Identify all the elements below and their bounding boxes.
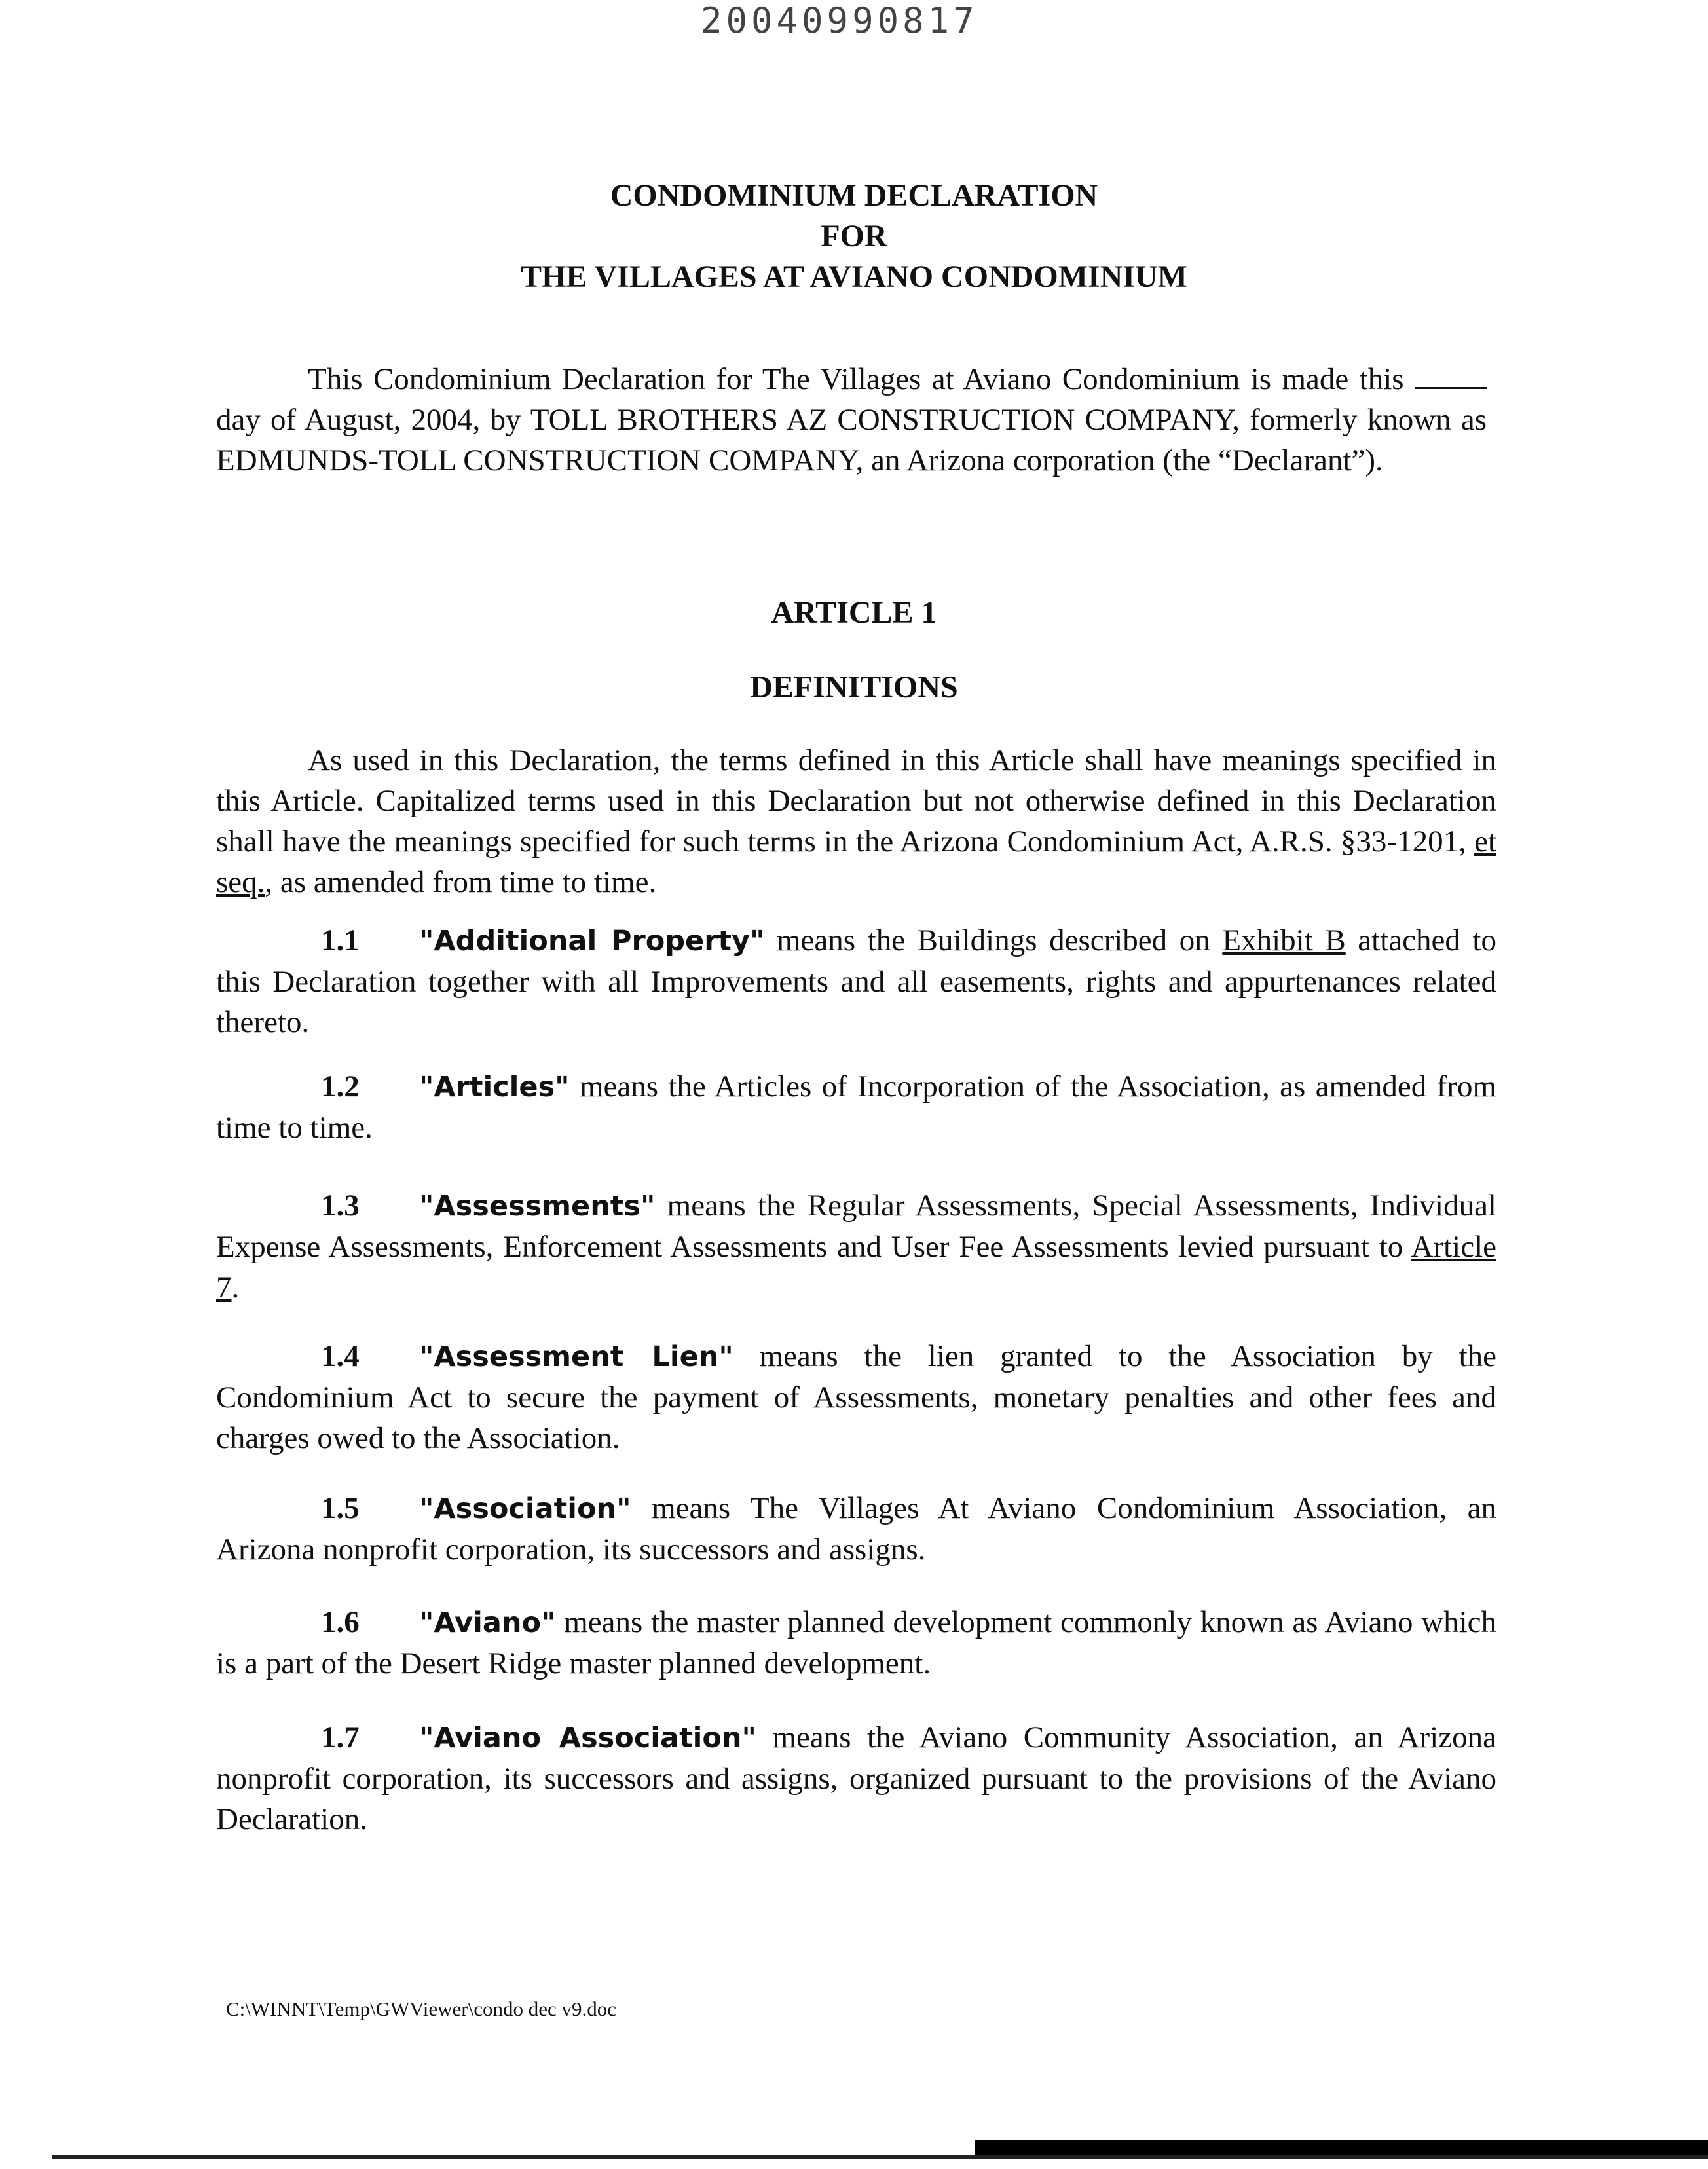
definition-1-3 bbox=[216, 1185, 1496, 1308]
definition-term: "Articles" bbox=[419, 1071, 570, 1103]
definition-number: 1.3 bbox=[321, 1189, 360, 1223]
document-title bbox=[0, 176, 1708, 297]
title-line-1: CONDOMINIUM DECLARATION bbox=[610, 178, 1098, 213]
definition-text-tail: attached to this Declaration together with all Improvements and all easements, rights and appurtenances related thereto. bbox=[216, 923, 1496, 1039]
definition-term: "Aviano" bbox=[419, 1606, 556, 1639]
scan-dark-bar bbox=[975, 2140, 1708, 2155]
definition-term: "Assessment Lien" bbox=[419, 1341, 733, 1373]
definition-1-2 bbox=[216, 1066, 1496, 1148]
definition-1-7 bbox=[216, 1717, 1496, 1840]
definition-text: means the lien granted to the Association by the Condominium Act to secure the payment of Assessments, monetary penalties and other fees and charges owed to the Association. bbox=[216, 1339, 1496, 1455]
intro-text-start: This Condominium Declaration for The Villages at Aviano Condominium is made this bbox=[308, 362, 1404, 396]
scan-thin-line bbox=[52, 2155, 1708, 2159]
definition-text: means the master planned development commonly known as Aviano which is a part of the Desert Ridge master planned development. bbox=[216, 1605, 1496, 1680]
definition-1-1 bbox=[216, 920, 1496, 1043]
definition-number: 1.4 bbox=[321, 1339, 360, 1373]
definition-number: 1.7 bbox=[321, 1720, 360, 1754]
definition-term: "Assessments" bbox=[419, 1190, 656, 1223]
definition-text: means the Articles of Incorporation of the Association, as amended from time to time. bbox=[216, 1069, 1496, 1145]
definition-term: "Association" bbox=[419, 1492, 631, 1525]
article-7-reference: Article 7 bbox=[216, 1230, 1496, 1305]
article-number: ARTICLE 1 bbox=[771, 595, 937, 630]
intro-text-end: day of August, 2004, by TOLL BROTHERS AZ CONSTRUCTION COMPANY, formerly known as EDMUNDS-TOLL CONSTRUCTION COMPANY, an Arizona corporation (the “Declarant”). bbox=[216, 403, 1487, 477]
file-path-footer: C:\WINNT\Temp\GWViewer\condo dec v9.doc bbox=[226, 1997, 616, 2020]
definition-number: 1.1 bbox=[321, 923, 360, 957]
definition-1-5 bbox=[216, 1488, 1496, 1570]
definition-number: 1.6 bbox=[321, 1605, 360, 1639]
definition-text: means The Villages At Aviano Condominium Association, an Arizona nonprofit corporation, its successors and assigns. bbox=[216, 1491, 1496, 1566]
definition-number: 1.2 bbox=[321, 1069, 360, 1103]
et-abbrev: et bbox=[1474, 825, 1496, 859]
intro-paragraph bbox=[216, 359, 1487, 481]
definition-text: means the Buildings described on bbox=[764, 923, 1223, 957]
definitions-intro-tail: , as amended from time to time. bbox=[265, 865, 657, 899]
article-title: DEFINITIONS bbox=[750, 670, 958, 705]
definition-term: "Additional Property" bbox=[419, 925, 765, 957]
definitions-intro-text: As used in this Declaration, the terms defined in this Article shall have meanings specified in this Article. Capitalized terms used in this Declaration but not otherwise defined in this Declaration shall have the meanings specified for such terms in the Arizona Condominium Act, A.R.S. §33-1201, bbox=[216, 743, 1496, 859]
definition-text-tail: . bbox=[231, 1270, 240, 1305]
definitions-intro bbox=[216, 740, 1496, 902]
title-line-3: THE VILLAGES AT AVIANO CONDOMINIUM bbox=[521, 259, 1187, 294]
document-number: 20040990817 bbox=[701, 0, 978, 41]
scan-border-edge bbox=[0, 2140, 1708, 2169]
definition-1-4 bbox=[216, 1336, 1496, 1458]
definition-1-6 bbox=[216, 1602, 1496, 1684]
seq-abbrev: seq. bbox=[216, 865, 265, 899]
date-blank-line bbox=[1415, 361, 1487, 389]
exhibit-b-reference: Exhibit B bbox=[1222, 923, 1346, 957]
definition-text: means the Regular Assessments, Special Assessments, Individual Expense Assessments, Enforcement Assessments and User Fee Assessments levied pursuant to bbox=[216, 1189, 1496, 1264]
title-line-2: FOR bbox=[821, 219, 887, 253]
definition-term: "Aviano Association" bbox=[419, 1722, 756, 1754]
definition-text: means the Aviano Community Association, an Arizona nonprofit corporation, its successors and assigns, organized pursuant to the provisions of the Aviano Declaration. bbox=[216, 1720, 1496, 1836]
definition-number: 1.5 bbox=[321, 1491, 360, 1525]
